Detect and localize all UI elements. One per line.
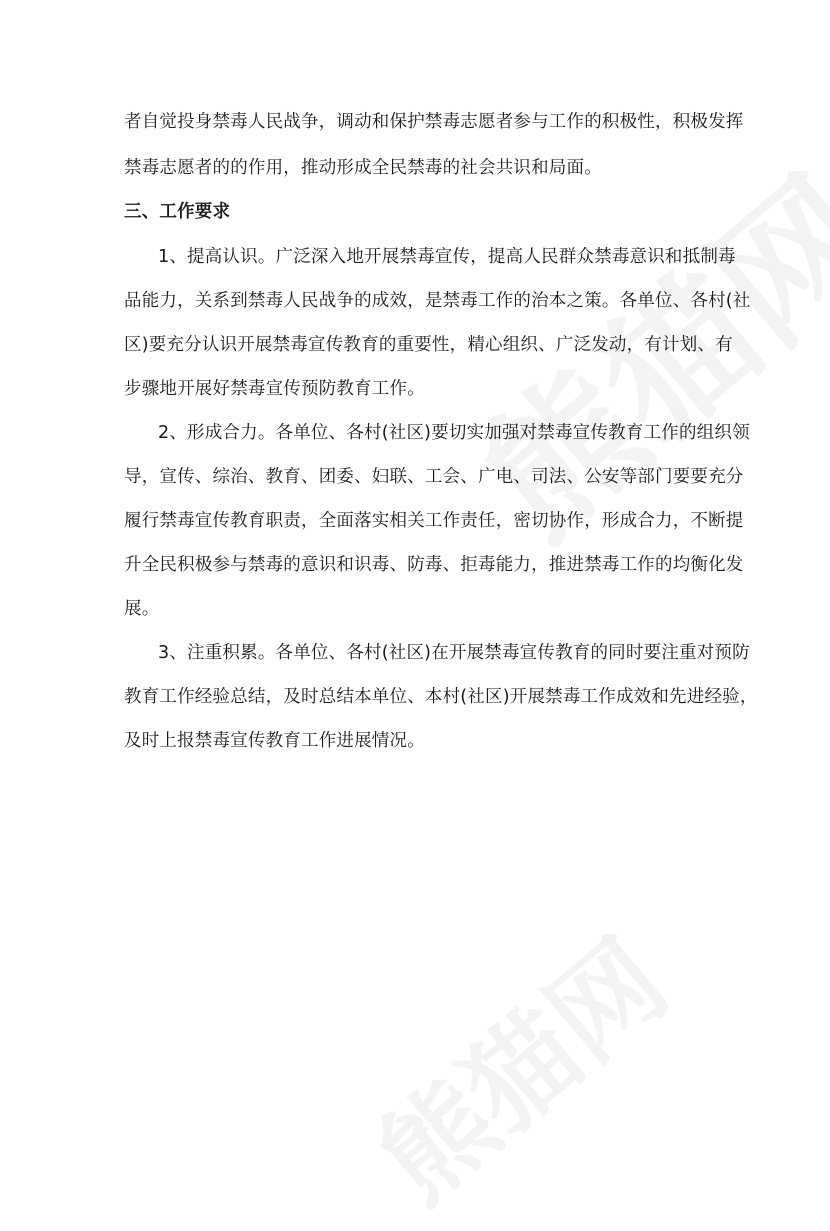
paragraph-line-2: 禁毒志愿者的的作用，推动形成全民禁毒的社会共识和局面。 bbox=[124, 158, 602, 178]
item2-line-5: 展。 bbox=[124, 599, 160, 619]
item2-line-4: 升全民积极参与禁毒的意识和识毒、防毒、拒毒能力，推进禁毒工作的均衡化发 bbox=[124, 555, 744, 575]
item2-line-3: 履行禁毒宣传教育职责，全面落实相关工作责任，密切协作，形成合力，不断提 bbox=[124, 511, 744, 531]
item2-line-1: 2、形成合力。各单位、各村(社区)要切实加强对禁毒宣传教育工作的组织领 bbox=[158, 423, 750, 443]
item3-line-2: 教育工作经验总结，及时总结本单位、本村(社区)开展禁毒工作成效和先进经验， bbox=[124, 687, 758, 707]
section-heading: 三、工作要求 bbox=[124, 202, 231, 222]
item3-line-3: 及时上报禁毒宣传教育工作进展情况。 bbox=[124, 731, 425, 751]
paragraph-line-1: 者自觉投身禁毒人民战争，调动和保护禁毒志愿者参与工作的积极性，积极发挥 bbox=[124, 112, 744, 132]
item1-line-4: 步骤地开展好禁毒宣传预防教育工作。 bbox=[124, 379, 425, 399]
item1-line-2: 品能力，关系到禁毒人民战争的成效，是禁毒工作的治本之策。各单位、各村(社 bbox=[124, 291, 751, 311]
item1-line-3: 区)要充分认识开展禁毒宣传教育的重要性，精心组织、广泛发动，有计划、有 bbox=[124, 335, 733, 355]
watermark-bottom bbox=[340, 898, 694, 1231]
item2-line-2: 导，宣传、综治、教育、团委、妇联、工会、广电、司法、公安等部门要要充分 bbox=[124, 467, 744, 487]
item1-line-1: 1、提高认识。广泛深入地开展禁毒宣传，提高人民群众禁毒意识和抵制毒 bbox=[158, 247, 736, 267]
item3-line-1: 3、注重积累。各单位、各村(社区)在开展禁毒宣传教育的同时要注重对预防 bbox=[158, 643, 750, 663]
